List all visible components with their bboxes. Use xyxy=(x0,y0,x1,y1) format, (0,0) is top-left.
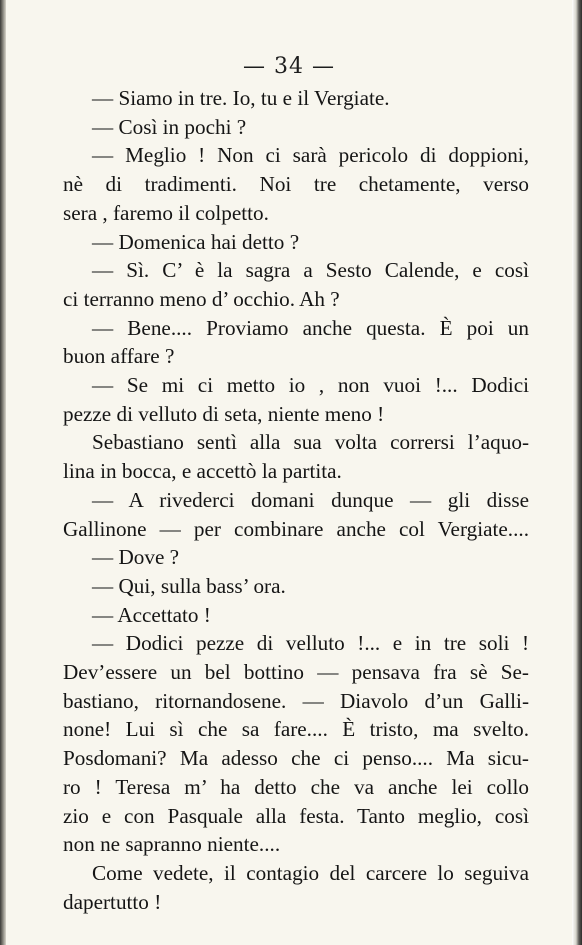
text-line: non ne sapranno niente.... xyxy=(63,832,281,857)
text-line: Come vedete, il contagio del carcere lo seguiva xyxy=(92,860,529,885)
text-line: nè di tradimenti. Noi tre chetamente, verso xyxy=(63,172,529,197)
text-line: — Accettato ! xyxy=(92,602,211,627)
text-line: — Siamo in tre. Io, tu e il Vergiate. xyxy=(92,86,390,110)
text-line: — Dodici pezze di velluto !... e in tre soli ! xyxy=(92,631,529,656)
text-line: — Dove ? xyxy=(92,545,180,570)
text-line: — Così in pochi ? xyxy=(92,114,247,139)
text-line: buon affare ? xyxy=(63,344,175,369)
text-line: — Sì. C’ è la sagra a Sesto Calende, e così xyxy=(92,258,529,283)
text-line: pezze di velluto di seta, niente meno ! xyxy=(63,401,385,426)
text-line: — Domenica hai detto ? xyxy=(92,229,300,254)
book-page xyxy=(6,0,572,945)
text-line: ro ! Teresa m’ ha detto che va anche lei collo xyxy=(63,774,529,799)
text-line: sera , faremo il colpetto. xyxy=(63,200,269,225)
page-number: — 34 — xyxy=(243,54,335,79)
text-line: Posdomani? Ma adesso che ci penso.... Ma sicu- xyxy=(63,746,529,771)
text-line: Gallinone — per combinare anche col Vergiate.... xyxy=(63,516,529,541)
text-line: Dev’essere un bel bottino — pensava fra sè Se- xyxy=(63,660,529,685)
text-line: ci terranno meno d’ occhio. Ah ? xyxy=(63,286,340,311)
text-line: — Bene.... Proviamo anche questa. È poi un xyxy=(92,315,529,340)
page-right-edge xyxy=(572,0,582,945)
text-line: — Se mi ci metto io , non vuoi !... Dodici xyxy=(92,373,529,398)
text-line: — Meglio ! Non ci sarà pericolo di doppioni, xyxy=(92,143,529,168)
text-line: lina in bocca, e accettò la partita. xyxy=(63,459,342,484)
body-text xyxy=(63,84,529,916)
text-line: dapertutto ! xyxy=(63,889,162,914)
text-line: none! Lui sì che sa fare.... È tristo, ma svelto. xyxy=(63,717,529,742)
text-line: — Qui, sulla bass’ ora. xyxy=(92,573,286,598)
text-line: — A rivederci domani dunque — gli disse xyxy=(92,487,529,512)
text-line: Sebastiano sentì alla sua volta corrersi l’aquo- xyxy=(92,430,529,455)
text-line: bastiano, ritornandosene. — Diavolo d’un Galli- xyxy=(63,688,529,713)
text-line: zio e con Pasquale alla festa. Tanto meglio, così xyxy=(63,803,529,828)
